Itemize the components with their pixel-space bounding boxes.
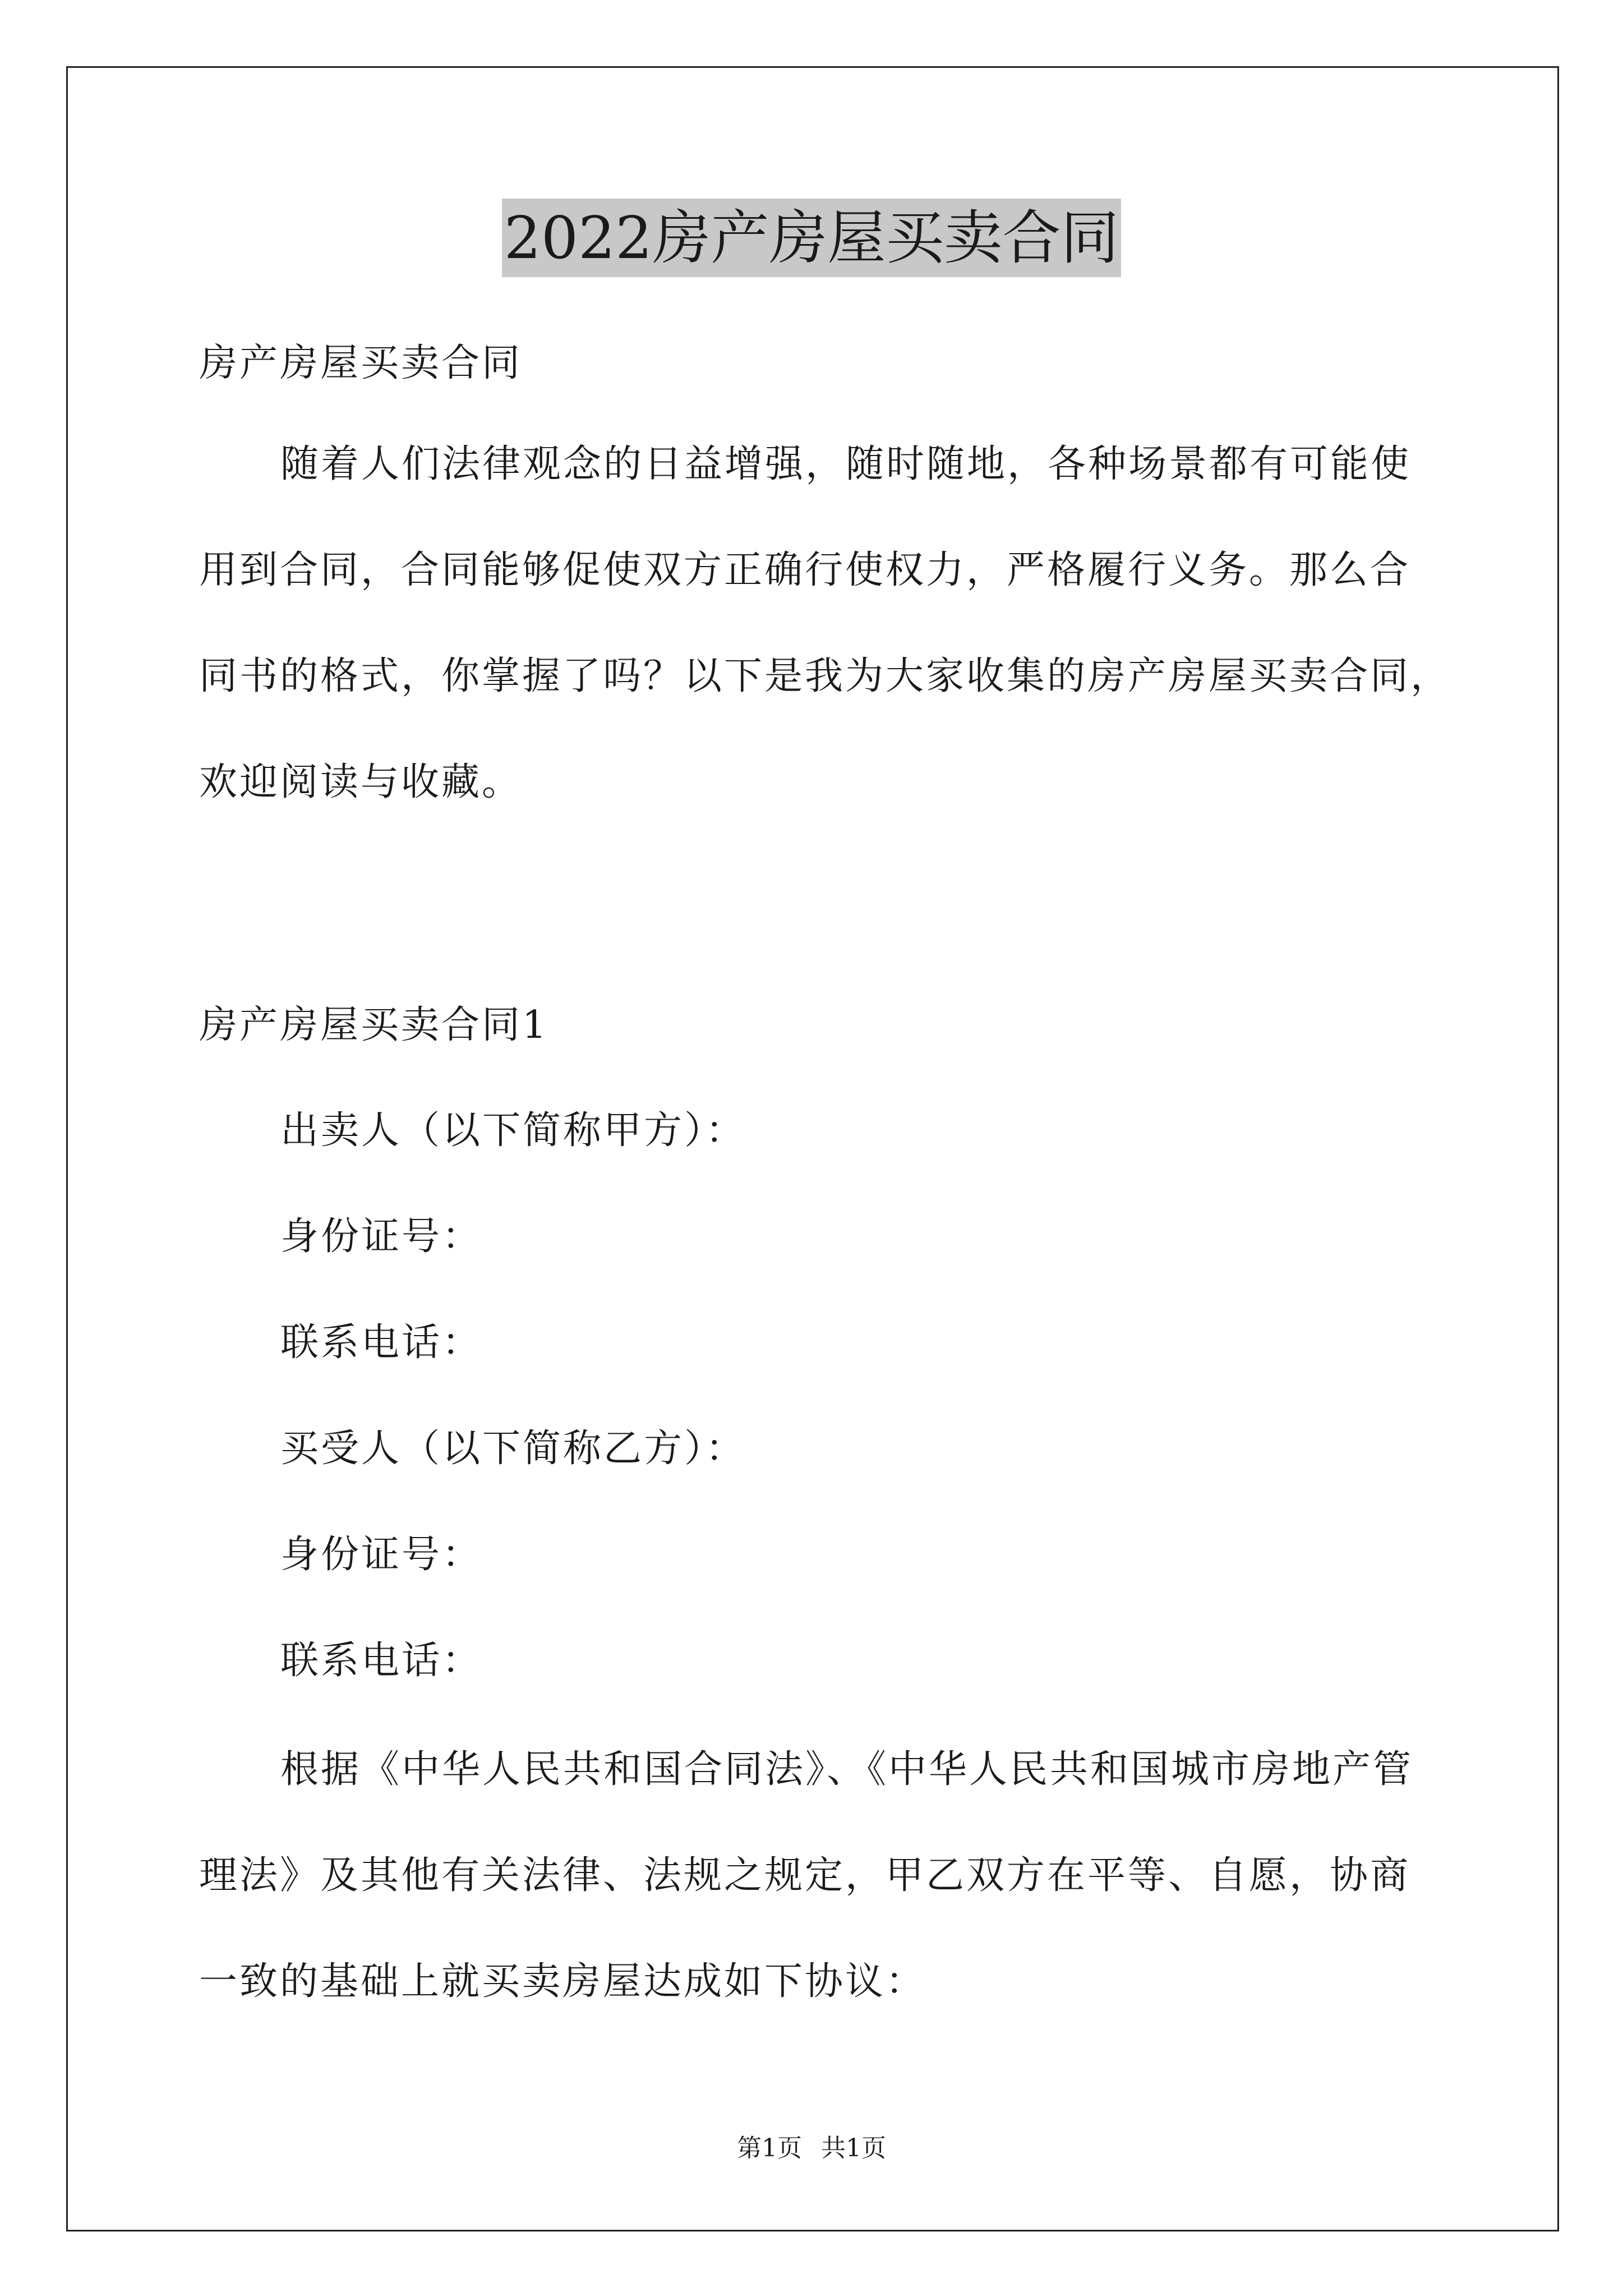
intro-line: 欢迎阅读与收藏。 xyxy=(199,760,523,804)
intro-line: 用到合同，合同能够促使双方正确行使权力，严格履行义务。那么合 xyxy=(199,548,1411,592)
intro-line: 同书的格式，你掌握了吗？以下是我为大家收集的房产房屋买卖合同， xyxy=(199,654,1451,698)
buyer-phone-field: 联系电话： xyxy=(280,1639,483,1683)
basis-line: 根据《中华人民共和国合同法》、《中华人民共和国城市房地产管 xyxy=(280,1747,1414,1792)
section-heading: 房产房屋买卖合同1 xyxy=(199,1003,549,1047)
basis-line: 一致的基础上就买卖房屋达成如下协议： xyxy=(199,1959,926,2004)
title-container xyxy=(0,199,1623,277)
seller-phone-field: 联系电话： xyxy=(280,1320,483,1365)
buyer-field: 买受人（以下简称乙方）： xyxy=(280,1427,746,1471)
document-title: 2022房产房屋买卖合同 xyxy=(502,199,1122,277)
seller-field: 出卖人（以下简称甲方）： xyxy=(280,1108,746,1153)
basis-line: 理法》及其他有关法律、法规之规定，甲乙双方在平等、自愿，协商 xyxy=(199,1853,1411,1898)
basis-paragraph xyxy=(199,1717,1433,2035)
intro-line: 随着人们法律观念的日益增强，随时随地，各种场景都有可能使 xyxy=(280,442,1412,486)
intro-paragraph xyxy=(199,411,1451,835)
seller-id-field: 身份证号： xyxy=(280,1214,483,1259)
page-footer: 第1页 共1页 xyxy=(737,2134,886,2162)
document-subtitle: 房产房屋买卖合同 xyxy=(199,341,523,385)
buyer-id-field: 身份证号： xyxy=(280,1533,483,1577)
